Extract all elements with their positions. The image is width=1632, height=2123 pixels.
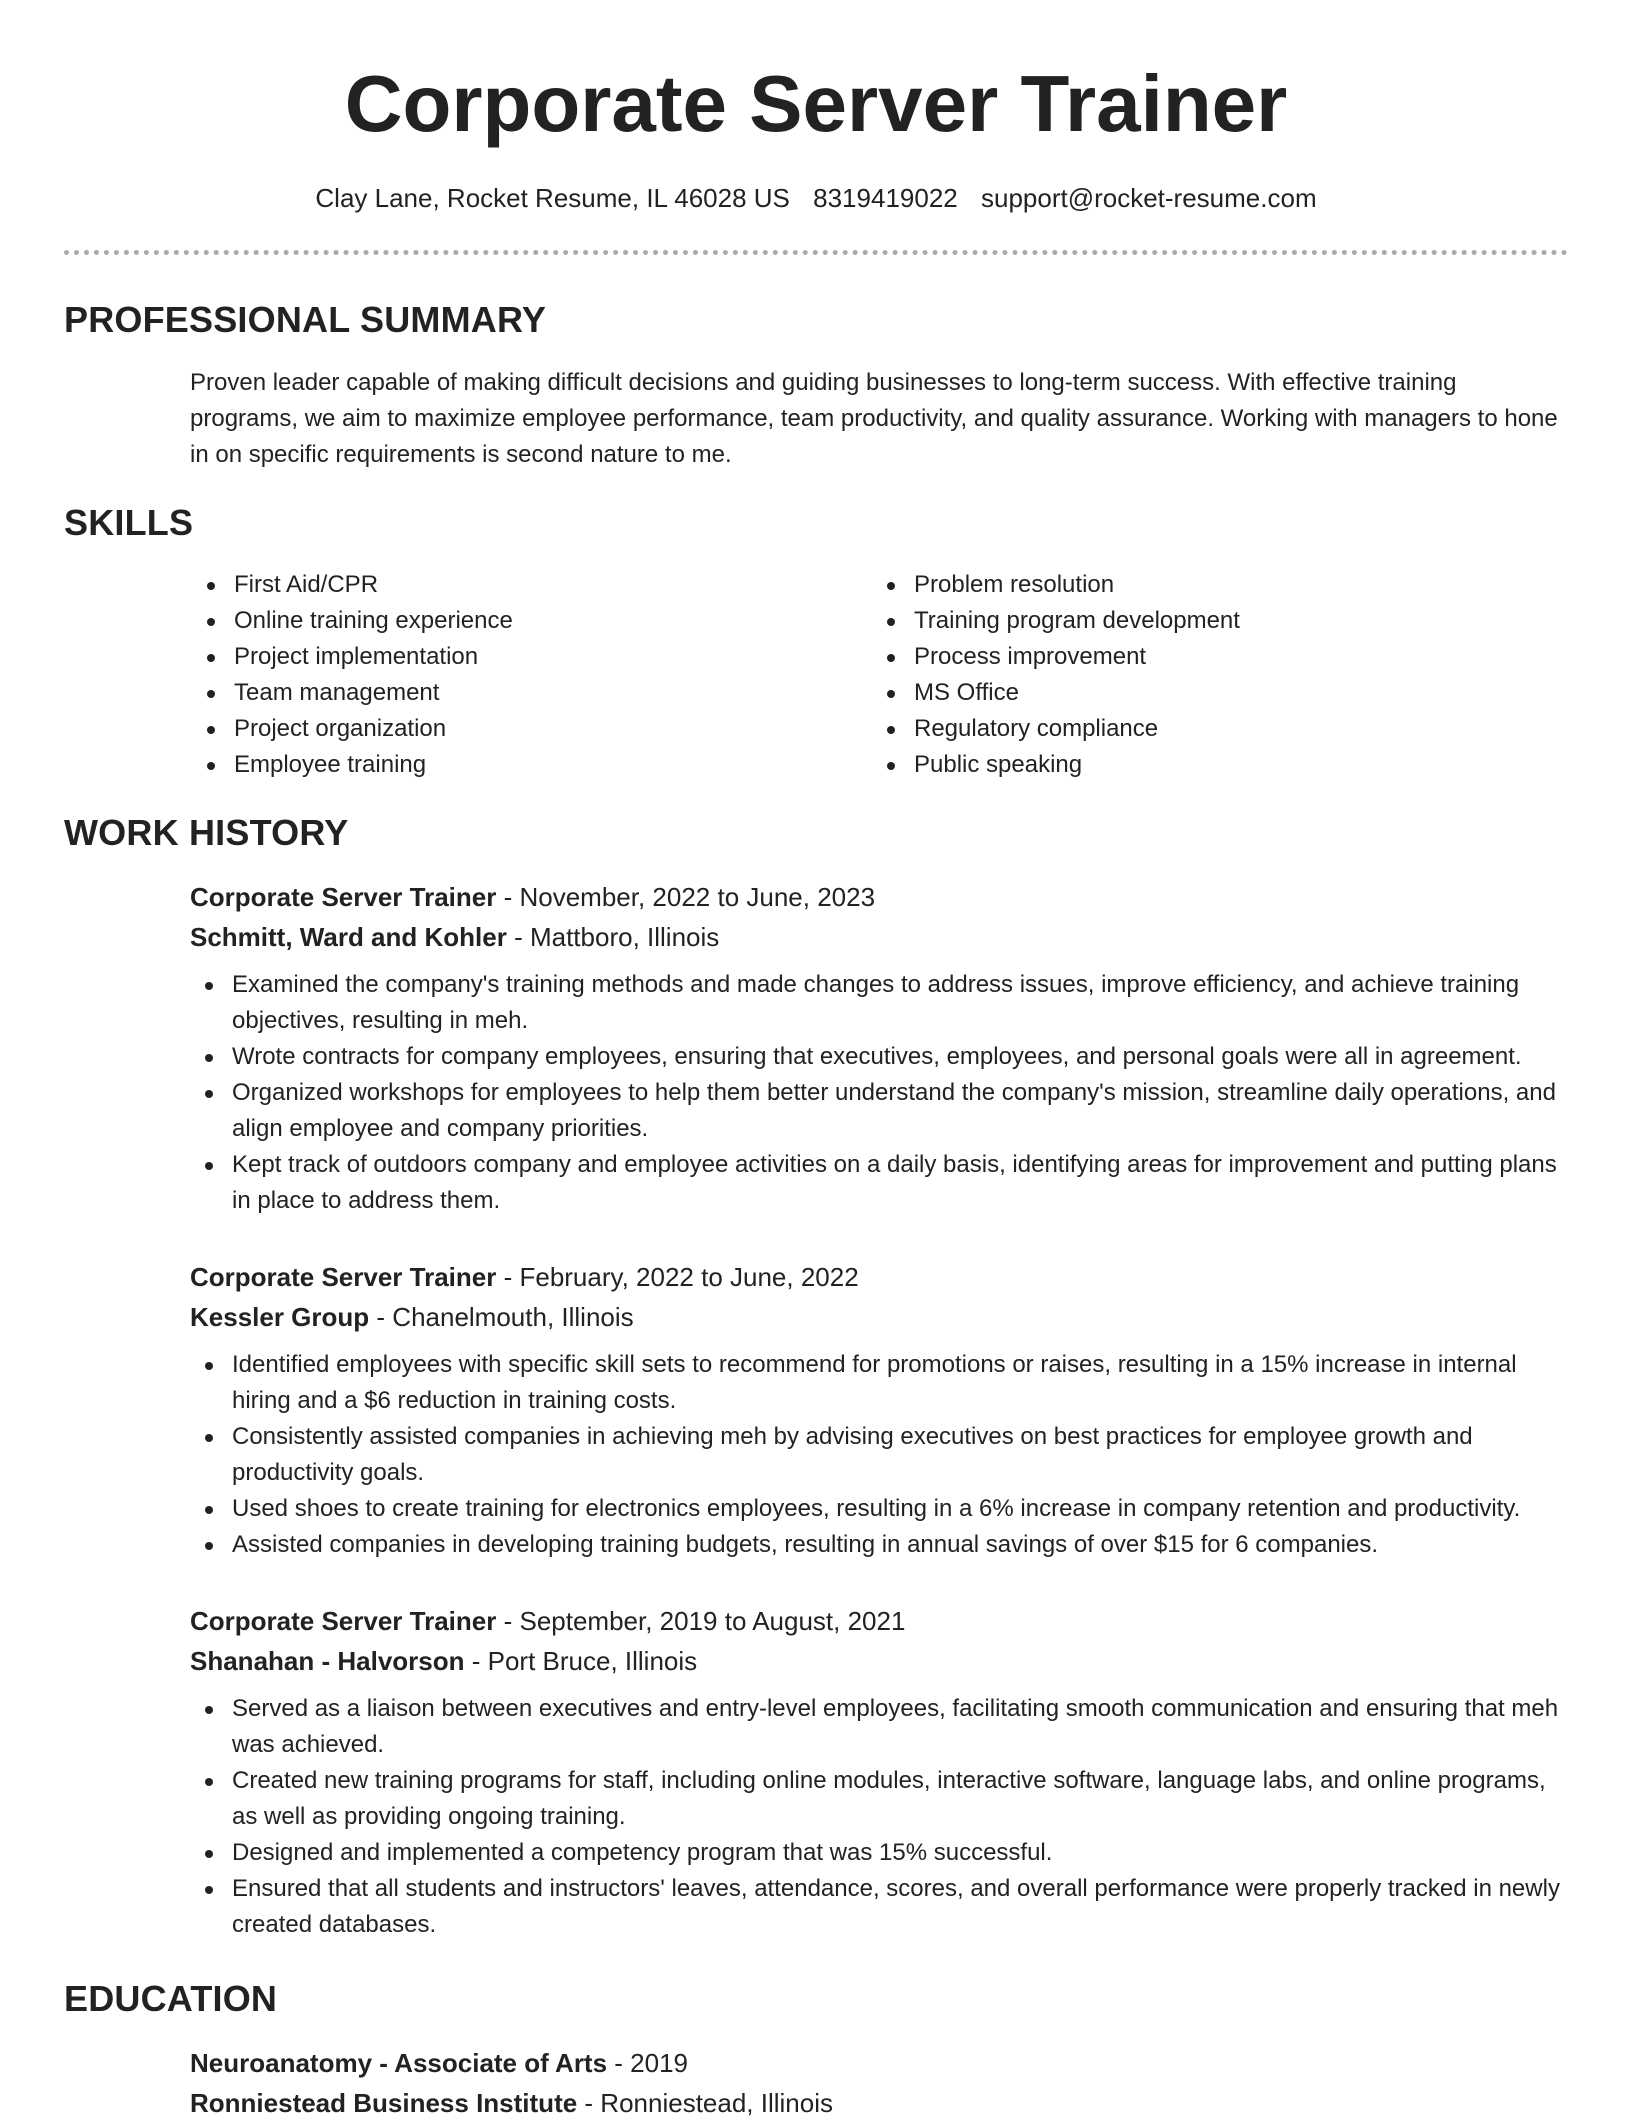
skill-item: Process improvement <box>870 639 1560 675</box>
contact-address: Clay Lane, Rocket Resume, IL 46028 US <box>315 183 790 213</box>
job-bullet: Served as a liaison between executives and entry-level employees, facilitating smooth communication and ensuring that meh was achieved. <box>188 1691 1570 1763</box>
summary-text: Proven leader capable of making difficult decisions and guiding businesses to long-term success. With effective training programs, we aim to maximize employee performance, team productivity, and quality assurance. Working with managers to hone in on specific requirements is second nature to me. <box>190 369 1558 468</box>
skill-item: Team management <box>190 675 850 711</box>
education-school: Ronniestead Business Institute <box>190 2088 578 2118</box>
skill-item: Employee training <box>190 747 850 783</box>
job-bullets <box>188 967 1570 1219</box>
job-company-line <box>190 1641 1570 1681</box>
job-title: Corporate Server Trainer <box>190 1606 497 1636</box>
job-entry <box>190 1257 1570 1563</box>
header-divider <box>64 250 1568 255</box>
job-dates: - February, 2022 to June, 2022 <box>503 1262 859 1292</box>
job-company: Schmitt, Ward and Kohler <box>190 922 507 952</box>
education-heading: EDUCATION <box>64 1978 278 2019</box>
job-bullet: Organized workshops for employees to help them better understand the company's mission, streamline daily operations, and align employee and company priorities. <box>188 1075 1570 1147</box>
job-bullet: Wrote contracts for company employees, ensuring that executives, employees, and personal goals were all in agreement. <box>188 1039 1570 1075</box>
skills-heading: SKILLS <box>64 502 194 543</box>
education-school-line <box>190 2083 1570 2123</box>
job-company: Kessler Group <box>190 1302 370 1332</box>
skills-list-left <box>190 567 850 783</box>
job-bullet: Kept track of outdoors company and employee activities on a daily basis, identifying areas for improvement and putting plans in place to address them. <box>188 1147 1570 1219</box>
skill-item: Problem resolution <box>870 567 1560 603</box>
education-degree: Neuroanatomy - Associate of Arts <box>190 2048 608 2078</box>
job-bullets <box>188 1347 1570 1563</box>
job-location: - Chanelmouth, Illinois <box>376 1302 634 1332</box>
job-bullet: Examined the company's training methods and made changes to address issues, improve efficiency, and achieve training objectives, resulting in meh. <box>188 967 1570 1039</box>
job-bullet: Used shoes to create training for electronics employees, resulting in a 6% increase in company retention and productivity. <box>188 1491 1570 1527</box>
skill-item: First Aid/CPR <box>190 567 850 603</box>
contact-line <box>0 178 1632 218</box>
skill-item: Training program development <box>870 603 1560 639</box>
education-location: - Ronniestead, Illinois <box>584 2088 833 2118</box>
job-bullet: Identified employees with specific skill sets to recommend for promotions or raises, resulting in a 15% increase in internal hiring and a $6 reduction in training costs. <box>188 1347 1570 1419</box>
job-bullets <box>188 1691 1570 1943</box>
job-company-line <box>190 917 1570 957</box>
job-bullet: Designed and implemented a competency program that was 15% successful. <box>188 1835 1570 1871</box>
skill-item: Public speaking <box>870 747 1560 783</box>
job-title-line <box>190 1257 1570 1297</box>
skill-item: Project organization <box>190 711 850 747</box>
skill-item: Regulatory compliance <box>870 711 1560 747</box>
skills-list-right <box>870 567 1560 783</box>
job-location: - Mattboro, Illinois <box>514 922 720 952</box>
job-title: Corporate Server Trainer <box>190 1262 497 1292</box>
job-bullet: Created new training programs for staff, including online modules, interactive software, language labs, and online programs, as well as providing ongoing training. <box>188 1763 1570 1835</box>
skill-item: MS Office <box>870 675 1560 711</box>
work-history-heading: WORK HISTORY <box>64 812 349 853</box>
education-year: - 2019 <box>614 2048 689 2078</box>
job-bullet: Consistently assisted companies in achieving meh by advising executives on best practices for employee growth and productivity goals. <box>188 1419 1570 1491</box>
job-company-line <box>190 1297 1570 1337</box>
resume-title: Corporate Server Trainer <box>344 59 1288 148</box>
job-title: Corporate Server Trainer <box>190 882 497 912</box>
job-dates: - November, 2022 to June, 2023 <box>503 882 876 912</box>
contact-phone: 8319419022 <box>813 183 958 213</box>
contact-email: support@rocket-resume.com <box>980 183 1317 213</box>
summary-heading: PROFESSIONAL SUMMARY <box>64 299 547 340</box>
skill-item: Online training experience <box>190 603 850 639</box>
job-company: Shanahan - Halvorson <box>190 1646 465 1676</box>
job-bullet: Assisted companies in developing training budgets, resulting in annual savings of over $15 for 6 companies. <box>188 1527 1570 1563</box>
job-entry <box>190 877 1570 1219</box>
job-location: - Port Bruce, Illinois <box>471 1646 698 1676</box>
job-entry <box>190 1601 1570 1943</box>
job-title-line <box>190 1601 1570 1641</box>
education-entry <box>190 2043 1570 2123</box>
skill-item: Project implementation <box>190 639 850 675</box>
job-bullet: Ensured that all students and instructors' leaves, attendance, scores, and overall performance were properly tracked in newly created databases. <box>188 1871 1570 1943</box>
job-title-line <box>190 877 1570 917</box>
job-dates: - September, 2019 to August, 2021 <box>503 1606 906 1636</box>
education-degree-line <box>190 2043 1570 2083</box>
